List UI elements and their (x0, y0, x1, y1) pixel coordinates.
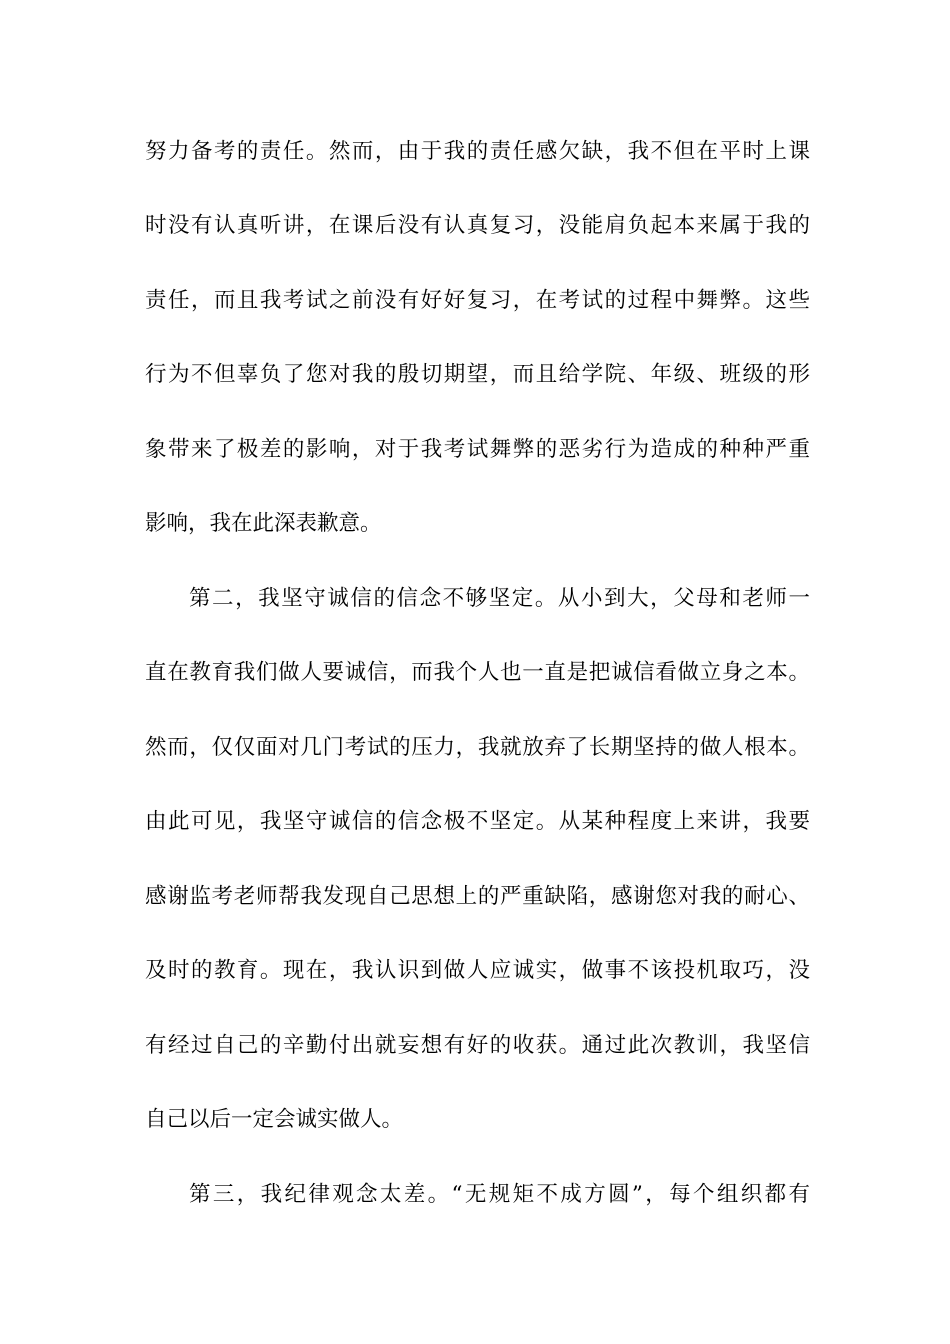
text-line: 努力备考的责任。然而，由于我的责任感欠缺，我不但在平时上课 (145, 139, 810, 164)
text-line: 有经过自己的辛勤付出就妄想有好的收获。通过此次教训，我坚信 (145, 1033, 810, 1058)
text-line: 然而，仅仅面对几门考试的压力，我就放弃了长期坚持的做人根本。 (145, 735, 810, 760)
text-line: 影响，我在此深表歉意。 (145, 511, 382, 536)
text-line: 象带来了极差的影响，对于我考试舞弊的恶劣行为造成的种种严重 (145, 437, 810, 462)
text-line: 责任，而且我考试之前没有好好复习，在考试的过程中舞弊。这些 (145, 288, 810, 313)
text-line: 由此可见，我坚守诚信的信念极不坚定。从某种程度上来讲，我要 (145, 809, 810, 834)
text-line: 直在教育我们做人要诚信，而我个人也一直是把诚信看做立身之本。 (145, 660, 810, 685)
text-line: 感谢监考老师帮我发现自己思想上的严重缺陷，感谢您对我的耐心、 (145, 884, 810, 909)
text-line: 时没有认真听讲，在课后没有认真复习，没能肩负起本来属于我的 (145, 213, 810, 238)
paragraph-first-line: 第三，我纪律观念太差。“无规矩不成方圆”，每个组织都有 (189, 1182, 810, 1207)
text-line: 自己以后一定会诚实做人。 (145, 1107, 404, 1132)
paragraph-first-line: 第二，我坚守诚信的信念不够坚定。从小到大，父母和老师一 (189, 586, 810, 611)
text-line: 及时的教育。现在，我认识到做人应诚实，做事不该投机取巧，没 (145, 958, 810, 983)
text-line: 行为不但辜负了您对我的殷切期望，而且给学院、年级、班级的形 (145, 362, 810, 387)
